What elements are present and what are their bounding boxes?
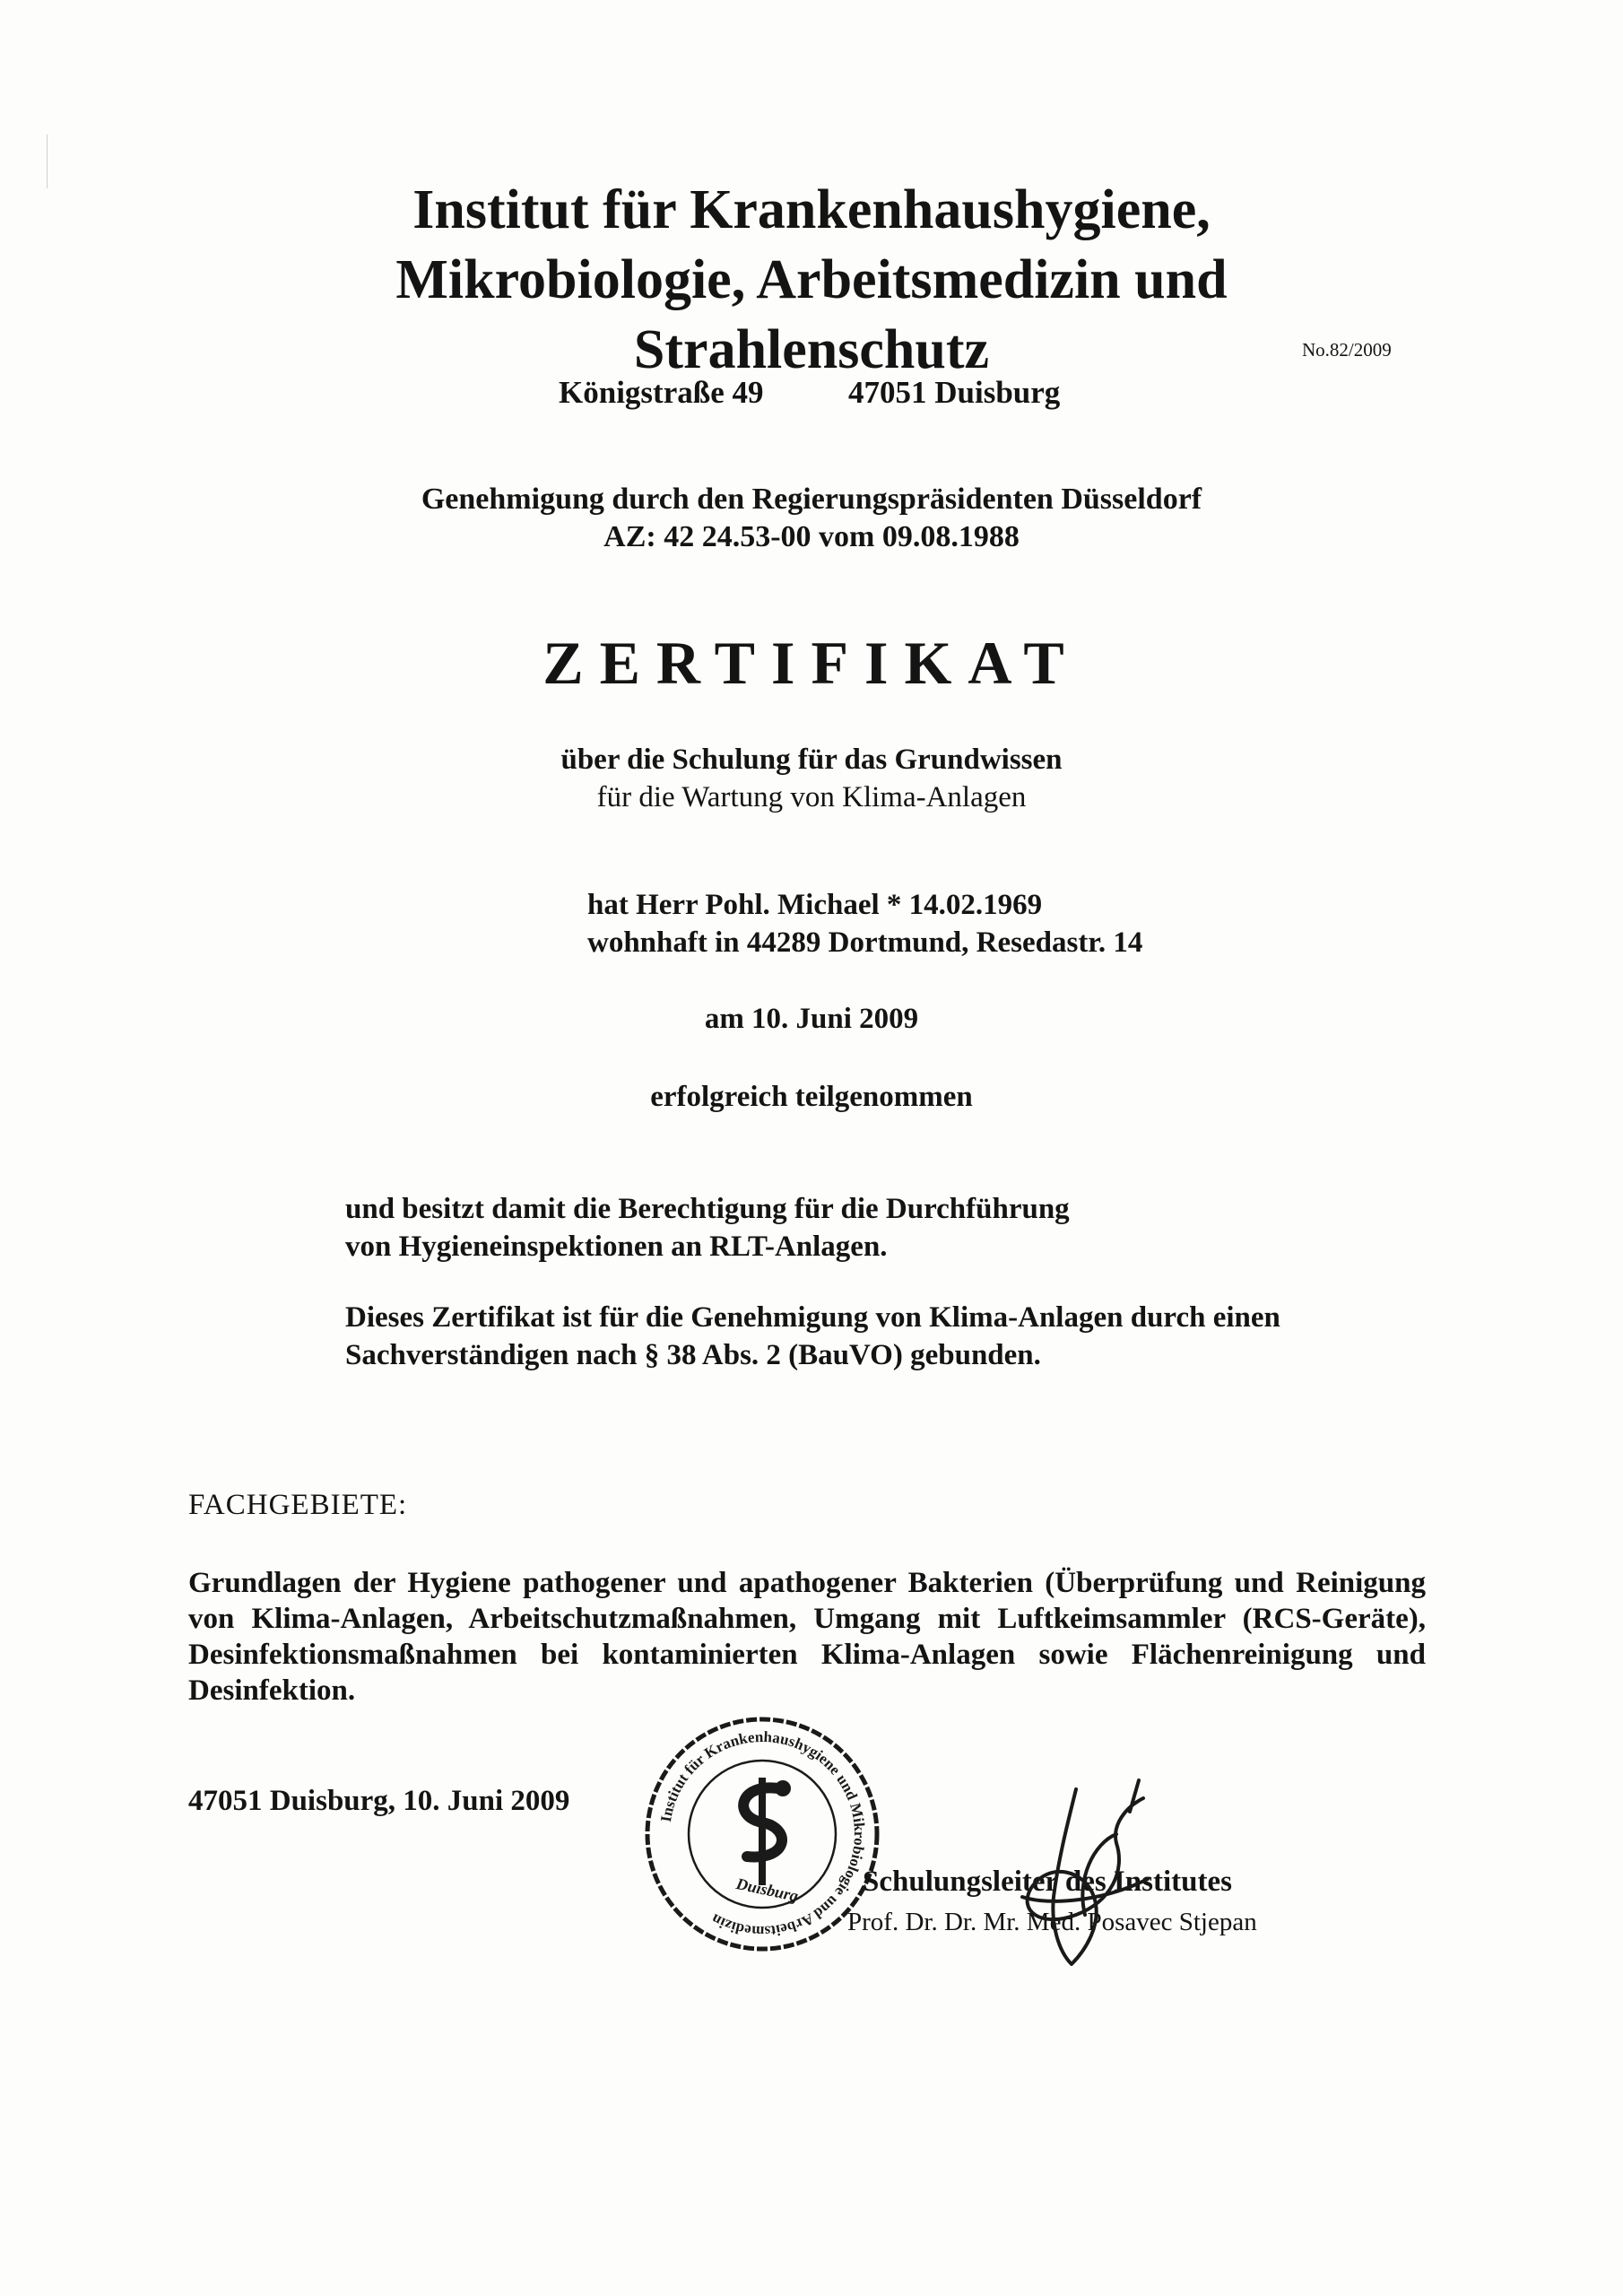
institute-name-line-1: Institut für Krankenhaushygiene, — [412, 179, 1211, 240]
stamp-ring-text: Institut für Krankenhaushygiene und Mikrobiologie und Arbeitsmedizin — [656, 1727, 869, 1941]
document-number: No.82/2009 — [1302, 339, 1392, 361]
validity-text — [345, 1299, 1280, 1374]
participant-name-line: hat Herr Pohl. Michael * 14.02.1969 — [587, 889, 1043, 921]
caduceus-icon — [743, 1778, 791, 1885]
certificate-title: ZERTIFIKAT — [542, 629, 1081, 697]
fields-description: Grundlagen der Hygiene pathogener und apathogener Bakterien (Überprüfung und Reinigung von Klima-Anlagen, Arbeitschutzmaßnahmen, Umgang mit Luftkeimsammler (RCS-Geräte), Desinfektionsmaßnahmen bei kontaminierten Klima-Anlagen sowie Flächenreinigung und Desinfektion. — [188, 1567, 1426, 1707]
place-and-date: 47051 Duisburg, 10. Juni 2009 — [188, 1785, 570, 1817]
handwritten-signature — [968, 1771, 1184, 1978]
approval-line-2: AZ: 42 24.53-00 vom 09.08.1988 — [603, 520, 1020, 553]
participant-address-line: wohnhaft in 44289 Dortmund, Resedastr. 14 — [587, 926, 1143, 959]
approval-line-1: Genehmigung durch den Regierungspräsidenten Düsseldorf — [421, 483, 1202, 516]
certificate-subject — [0, 741, 1623, 816]
validity-line-1: Dieses Zertifikat ist für die Genehmigung von Klima-Anlagen durch einen — [345, 1301, 1280, 1334]
validity-line-2: Sachverständigen nach § 38 Abs. 2 (BauVO) gebunden. — [345, 1339, 1041, 1371]
institute-name-line-3: Strahlenschutz — [633, 319, 990, 380]
approval-notice — [0, 481, 1623, 556]
fields-heading: FACHGEBIETE: — [188, 1489, 408, 1521]
training-date: am 10. Juni 2009 — [704, 1003, 919, 1035]
address-city: 47051 Duisburg — [848, 375, 1061, 410]
authorization-line-1: und besitzt damit die Berechtigung für die Durchführung — [345, 1193, 1070, 1225]
subject-line-2: für die Wartung von Klima-Anlagen — [596, 781, 1027, 813]
authorization-line-2: von Hygieneinspektionen an RLT-Anlagen. — [345, 1231, 888, 1263]
signatory-name: Prof. Dr. Dr. Mr. Med. Posavec Stjepan — [847, 1908, 1257, 1936]
subject-line-1: über die Schulung für das Grundwissen — [560, 744, 1063, 776]
institute-name-line-2: Mikrobiologie, Arbeitsmedizin und — [395, 249, 1228, 310]
stamp-center-text: Duisburg — [734, 1874, 800, 1906]
signatory-role: Schulungsleiter des Institutes — [863, 1866, 1232, 1898]
completion-status: erfolgreich teilgenommen — [650, 1081, 973, 1113]
authorization-text — [345, 1190, 1070, 1265]
address-street: Königstraße 49 — [559, 375, 764, 410]
participant-details — [587, 886, 1142, 961]
